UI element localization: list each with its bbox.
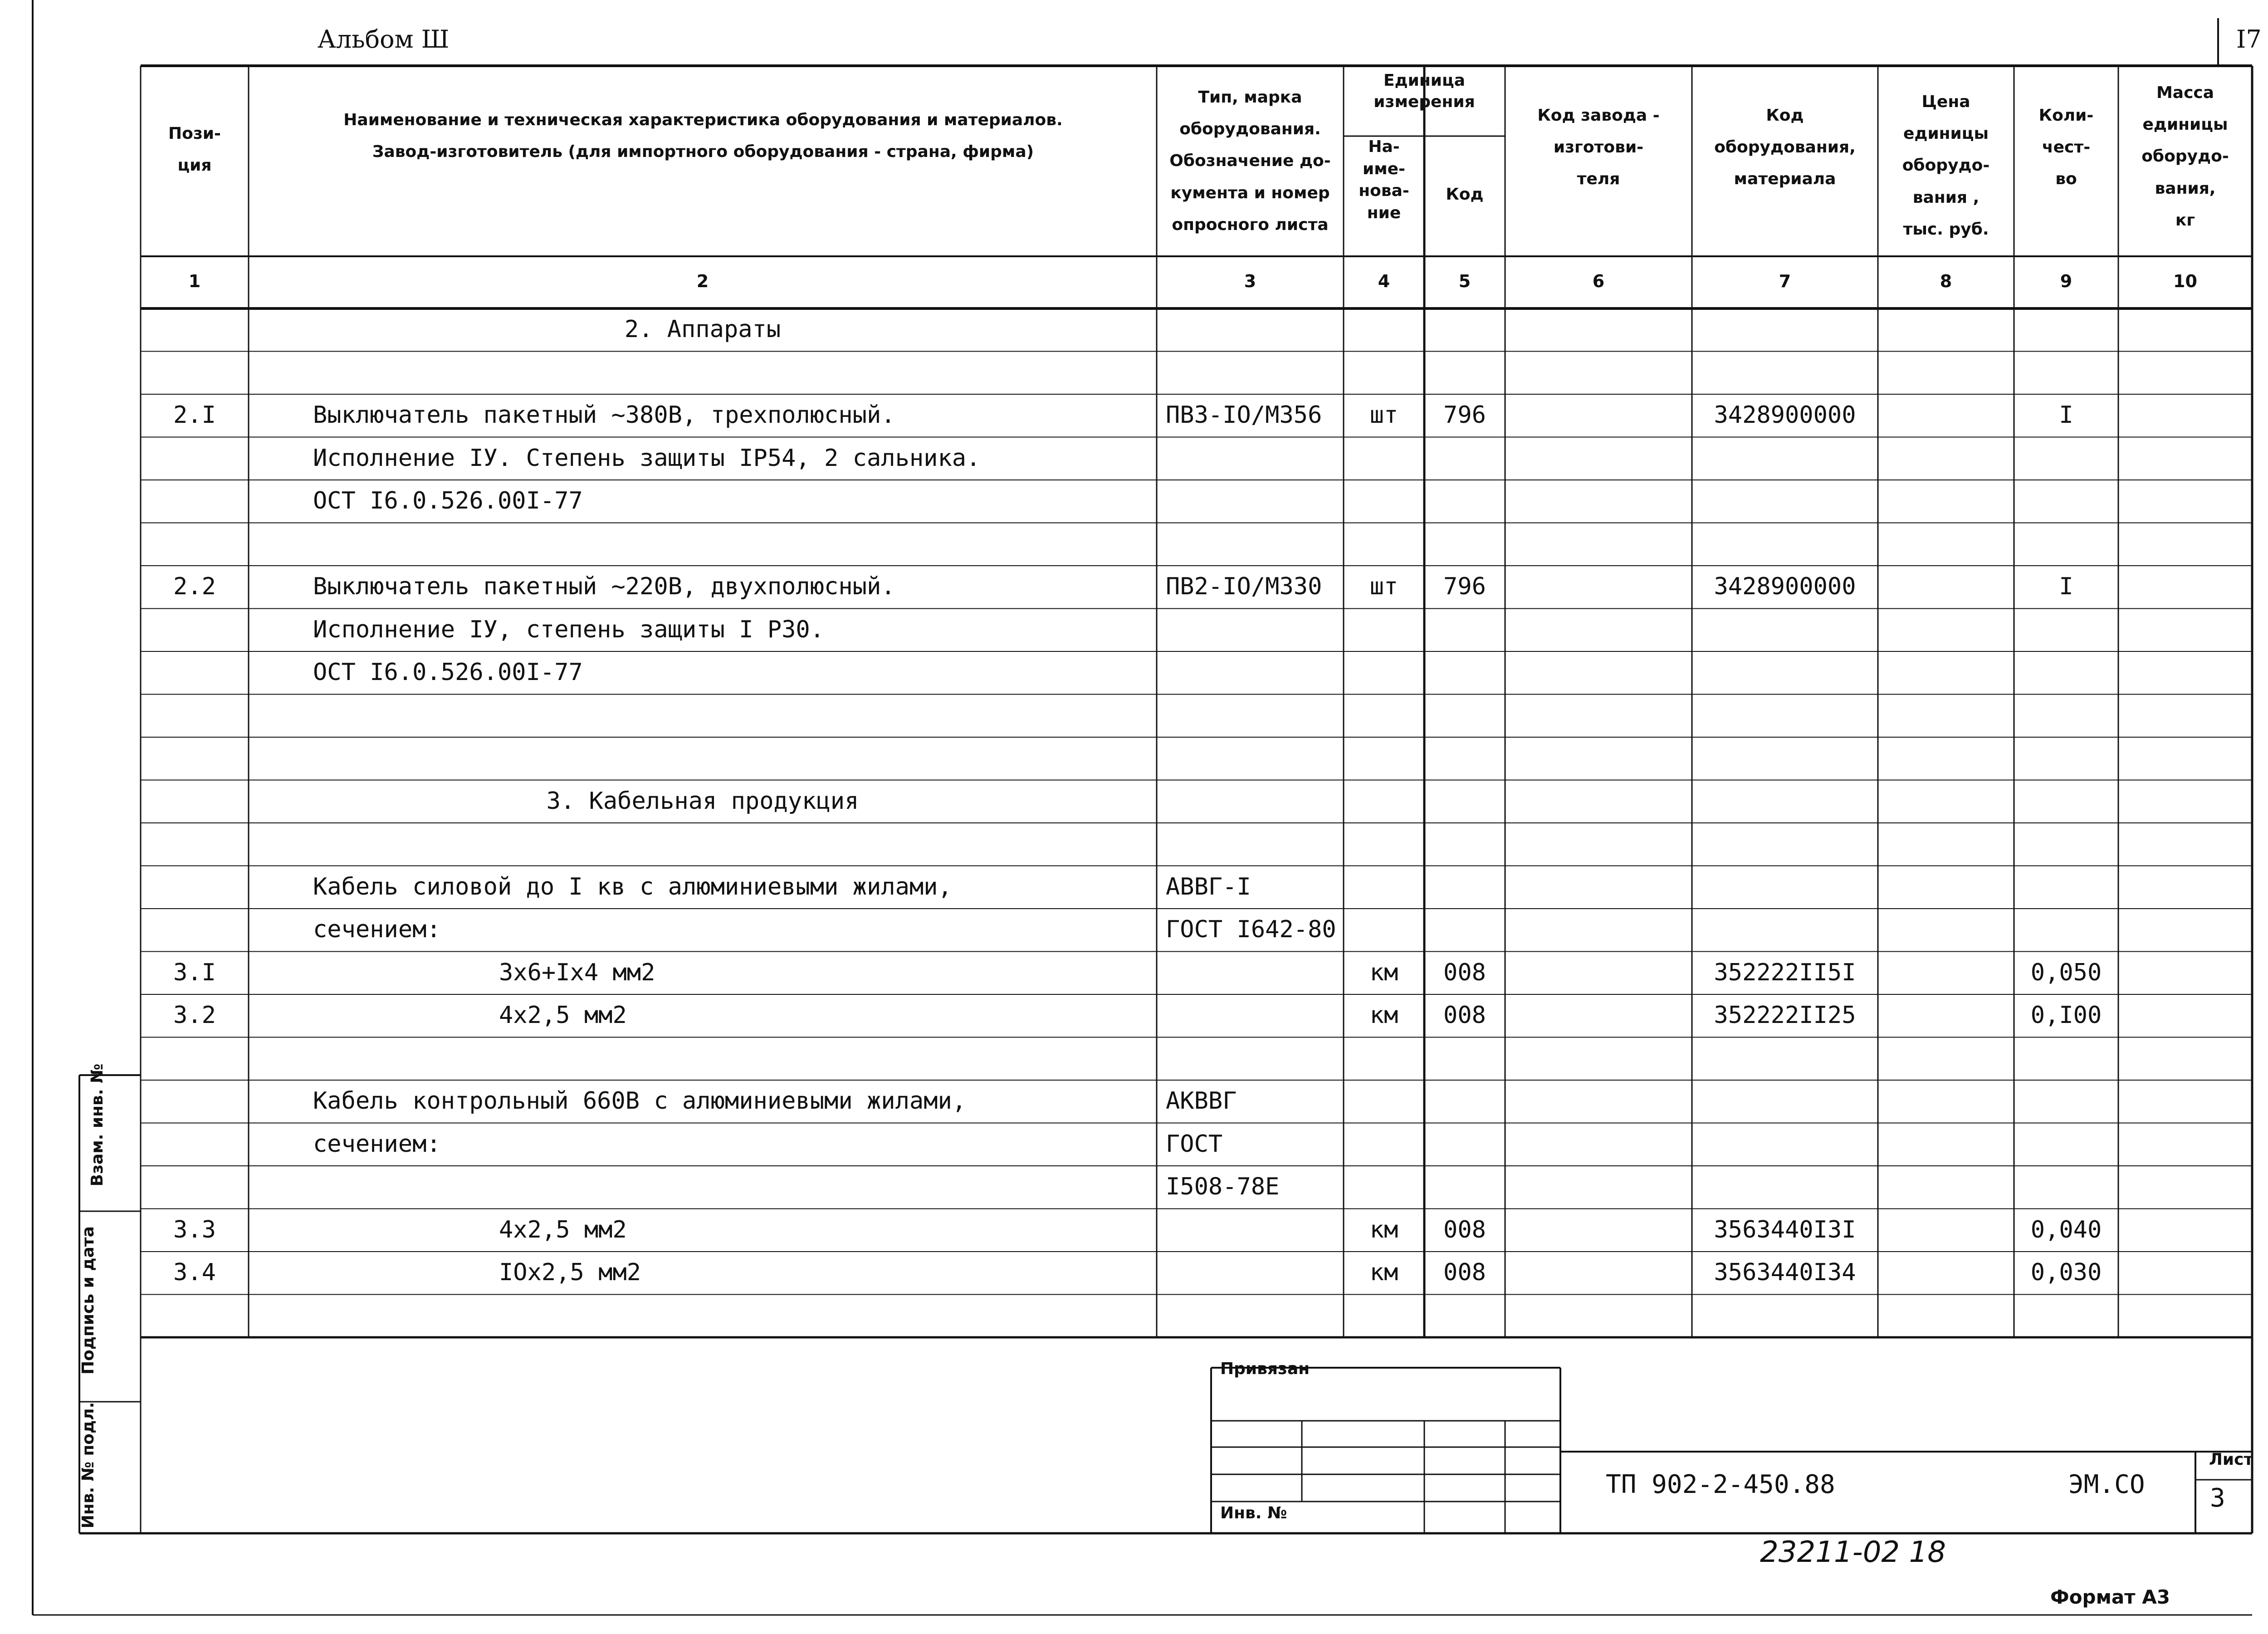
column-number: 5 [1458,271,1471,291]
header-position-line: ция [177,156,212,175]
side-label-inv-orig: Инв. № подл. [79,1402,98,1529]
column-number: 8 [1940,271,1952,291]
header-unit-name-line: На- [1368,137,1400,156]
header-mass-line: кг [2175,210,2195,230]
header-mass [2118,77,2252,236]
row-name: сечением: [313,1130,441,1158]
row-qty: I [2059,573,2073,600]
stamp-code: ЭМ.СО [2068,1470,2145,1499]
header-unit: Единица измерения [1374,71,1475,111]
header-mass-line: вания, [2155,179,2216,198]
row-name: 4х2,5 мм2 [499,1216,627,1243]
stamp-linked: Привязан [1220,1360,1310,1378]
row-type: АКВВГ [1166,1087,1237,1115]
header-type [1157,82,1344,241]
header-unit-name [1344,136,1424,224]
header-maker [1505,100,1692,196]
header-qty [2014,100,2118,196]
row-unit: км [1369,1002,1398,1029]
row-unit-code: 796 [1443,401,1486,429]
column-number: 2 [696,271,709,291]
header-unit-code: Код [1446,185,1484,204]
header-code-line: материала [1734,170,1836,189]
top-sheet-number: I7 [2236,25,2262,54]
column-number: 6 [1592,271,1605,291]
header-type-line: Тип, марка [1198,88,1302,107]
header-unit-name-line: нова- [1359,181,1409,201]
section-heading: 3. Кабельная продукция [546,787,859,815]
row-unit: шт [1369,573,1398,600]
header-code [1692,100,1878,196]
row-qty: 0,I00 [2030,1002,2102,1029]
row-name: Исполнение IУ, степень защиты I P30. [313,616,825,643]
row-code: 352222II25 [1714,1002,1856,1029]
header-qty-line: во [2055,170,2077,189]
row-qty: 0,030 [2030,1259,2102,1286]
header-type-line: Обозначение до- [1169,152,1331,171]
header-type-line: кумента и номер [1170,183,1330,202]
side-label-replace-inv: Взам. инв. № [88,1063,107,1187]
header-maker-line: Код завода - [1537,106,1660,125]
stamp-sheet: 3 [2210,1483,2225,1513]
header-mass-line: Масса [2156,83,2214,102]
row-unit-code: 008 [1443,1259,1486,1286]
header-price-line: вания , [1912,188,1980,207]
row-qty: 0,040 [2030,1216,2102,1243]
format-label: Формат А3 [2050,1586,2170,1608]
stamp-sheet-label: Лист [2209,1450,2253,1469]
header-maker-line: теля [1577,170,1620,189]
header-price-line: тыс. руб. [1903,220,1989,239]
row-position: 3.4 [173,1259,216,1286]
row-code: 3563440I34 [1714,1259,1856,1286]
header-price [1878,86,2014,245]
header-qty-line: чест- [2042,138,2091,157]
header-mass-line: единицы [2142,115,2228,134]
row-name: Кабель силовой до I кв с алюминиевыми жилами, [313,873,952,900]
row-name: ОСТ I6.0.526.00I-77 [313,659,583,686]
row-unit: шт [1369,401,1398,429]
header-maker-line: изготови- [1553,138,1644,157]
row-type: АВВГ-I [1166,873,1251,900]
header-name-line: Наименование и техническая характеристика оборудования и материалов. [343,111,1063,129]
column-number: 9 [2060,271,2072,291]
row-position: 3.3 [173,1216,216,1243]
row-type: ГОСТ [1166,1130,1223,1158]
stamp-designation: ТП 902-2-450.88 [1606,1470,1835,1499]
row-name: 4х2,5 мм2 [499,1002,627,1029]
header-position [141,118,249,181]
header-type-line: опросного листа [1172,215,1329,234]
column-number: 7 [1779,271,1791,291]
row-code: 3563440I3I [1714,1216,1856,1243]
row-unit: км [1369,1216,1398,1243]
row-unit-code: 008 [1443,1216,1486,1243]
stamp-inv: Инв. № [1220,1504,1287,1522]
row-type: ПВЗ-IO/M356 [1166,401,1322,429]
row-name: Выключатель пакетный ~380В, трехполюсный. [313,401,895,429]
column-number: 1 [188,271,201,291]
row-position: 2.I [173,401,216,429]
row-unit: км [1369,959,1398,986]
header-price-line: оборудо- [1902,156,1990,175]
header-type-line: оборудования. [1179,120,1321,139]
row-type: ГОСТ I642-80 [1166,916,1336,943]
column-number: 10 [2173,271,2197,291]
section-heading: 2. Аппараты [624,316,781,343]
row-code: 3428900000 [1714,573,1856,600]
row-name: IOх2,5 мм2 [499,1259,641,1286]
row-position: 2.2 [173,573,216,600]
row-unit-code: 008 [1443,959,1486,986]
row-unit-code: 796 [1443,573,1486,600]
row-name: ОСТ I6.0.526.00I-77 [313,487,583,514]
side-label-signature-date: Подпись и дата [79,1226,98,1375]
header-mass-line: оборудо- [2141,147,2229,166]
header-code-line: оборудования, [1714,138,1856,157]
row-type: I508-78E [1166,1173,1280,1200]
header-unit-name-line: име- [1362,159,1405,178]
header-name-line: Завод-изготовитель (для импортного оборудования - страна, фирма) [372,142,1034,161]
header-position-line: Пози- [168,124,221,143]
row-code: 352222II5I [1714,959,1856,986]
row-code: 3428900000 [1714,401,1856,429]
row-type: ПВ2-IO/M330 [1166,573,1322,600]
header-unit-name-line: ние [1367,203,1401,222]
album-label: Альбом Ш [318,25,450,54]
row-name: сечением: [313,916,441,943]
column-number: 4 [1378,271,1390,291]
header-name [254,104,1152,168]
row-qty: 0,050 [2030,959,2102,986]
row-qty: I [2059,401,2073,429]
row-name: 3х6+Iх4 мм2 [499,959,655,986]
row-unit-code: 008 [1443,1002,1486,1029]
row-position: 3.I [173,959,216,986]
header-qty-line: Коли- [2038,106,2094,125]
row-name: Кабель контрольный 660В с алюминиевыми жилами, [313,1087,967,1115]
column-number: 3 [1244,271,1256,291]
row-name: Исполнение IУ. Степень защиты IP54, 2 сальника. [313,444,981,472]
row-unit: км [1369,1259,1398,1286]
header-price-line: Цена [1921,93,1970,111]
handwritten-number: 23211-02 18 [1760,1536,1946,1569]
header-code-line: Код [1766,106,1804,125]
header-price-line: единицы [1903,124,1989,143]
row-position: 3.2 [173,1002,216,1029]
row-name: Выключатель пакетный ~220В, двухполюсный. [313,573,895,600]
